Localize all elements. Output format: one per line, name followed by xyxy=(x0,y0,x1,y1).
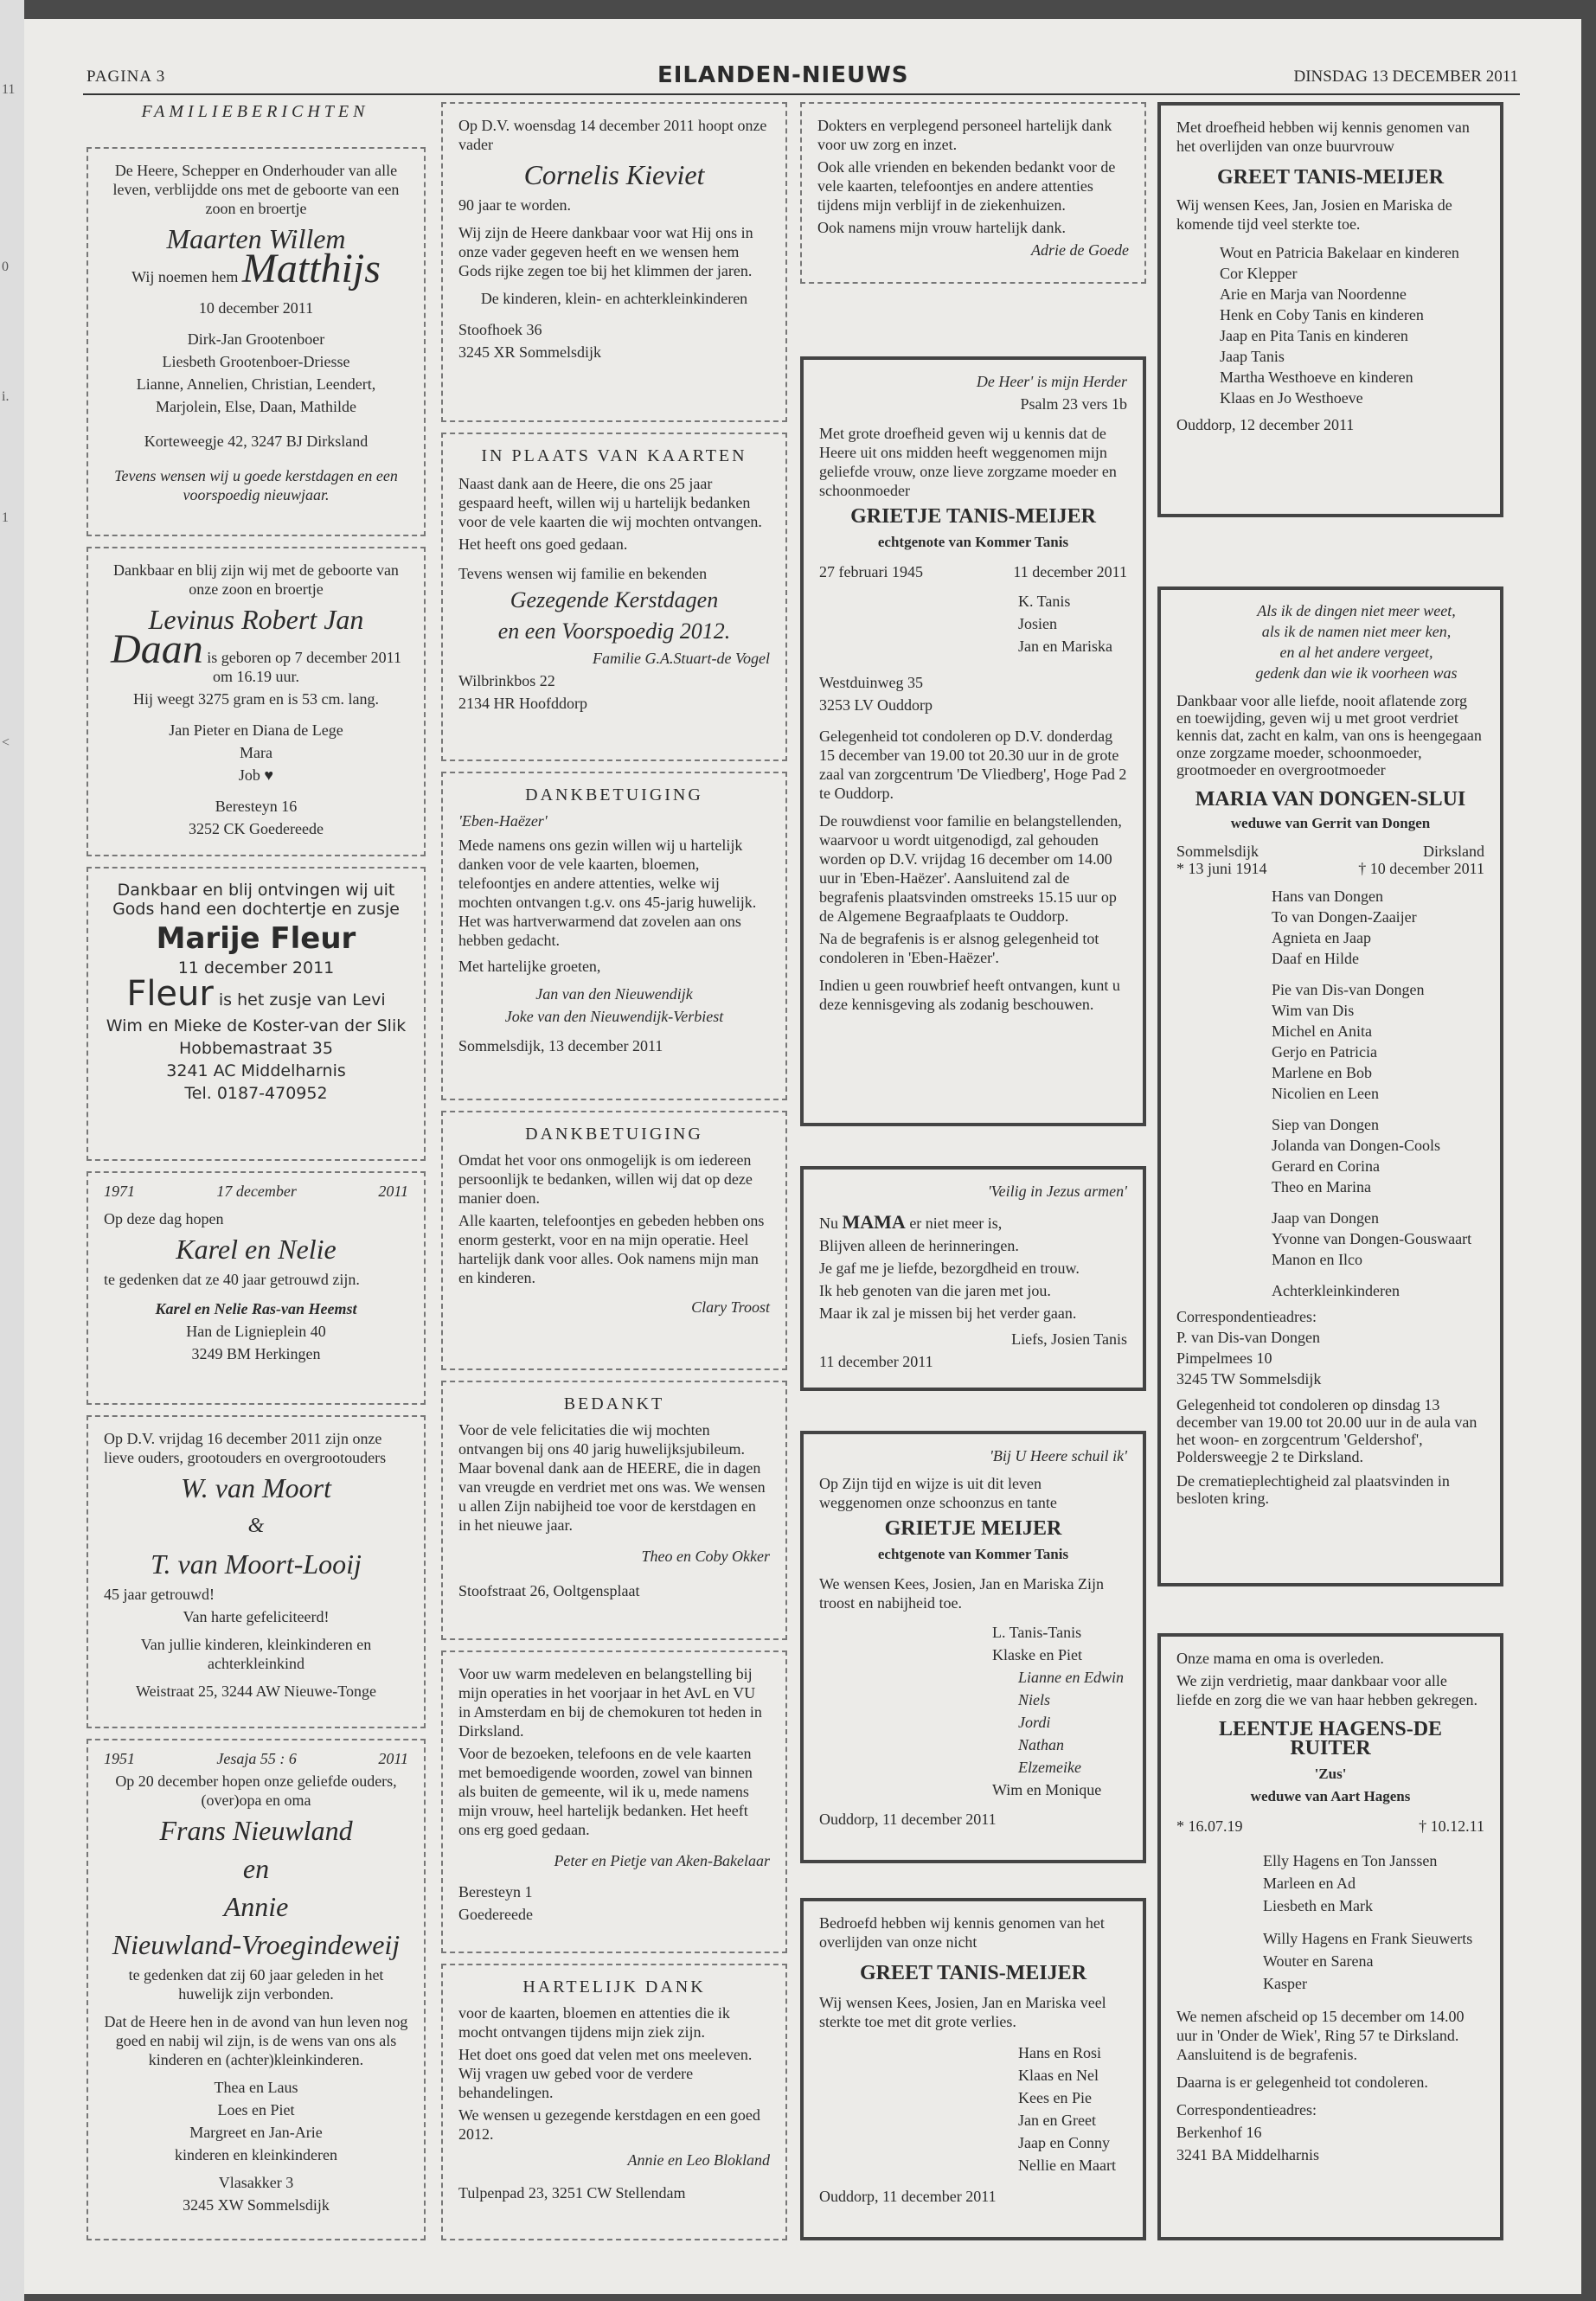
address: 3253 LV Ouddorp xyxy=(819,696,933,714)
obituary-leentje-hagens xyxy=(1157,1633,1503,2240)
notice-title: IN PLAATS VAN KAARTEN xyxy=(481,446,747,465)
ampersand: & xyxy=(247,1515,265,1537)
deceased-name: GREET TANIS-MEIJER xyxy=(859,1962,1087,1984)
notice-text-2: We wensen Kees, Josien, Jan en Mariska Zijn troost en nabijheid toe. xyxy=(819,1575,1104,1612)
person-name: Cornelis Kieviet xyxy=(523,159,705,190)
born-info: is geboren op 7 december 2011 om 16.19 uur. xyxy=(207,649,401,685)
notice-text: Voor de vele felicitaties die wij mochten ontvangen bij ons 40 jarig huwelijksjubileum. Maar bovenal dank aan de HEERE, die in dagen van vreugde en verdriet met ons was. We wensen u allen Zijn nabijheid toe voor de kerstdagen en in het nieuwe jaar. xyxy=(458,1421,766,1534)
notice-text-2: Gelegenheid tot condoleren op D.V. donderdag 15 december van 19.00 tot 20.30 uur in de grote zaal van zorgcentrum 'De Vliedberg', Hoge Pad 2 te Ouddorp. xyxy=(819,727,1127,802)
year-end: 2011 xyxy=(378,1183,408,1200)
notice-text-3: We nemen afscheid op 15 december om 14.00 uur in 'Onder de Wiek', Ring 57 te Dirksland. Aansluitend is de begrafenis. xyxy=(1176,2008,1465,2063)
family-line: Lianne en Edwin xyxy=(1018,1669,1124,1686)
family-line: Job ♥ xyxy=(238,766,274,784)
wish-1: Gezegende Kerstdagen xyxy=(510,587,719,612)
family-line: Nicolien en Leen xyxy=(1272,1085,1379,1102)
family-line: Liesbeth en Mark xyxy=(1263,1897,1373,1914)
family-line: Niels xyxy=(1018,1691,1051,1708)
poem-line: Blijven alleen de herinneringen. xyxy=(819,1237,1019,1254)
thanks-de-goede xyxy=(800,102,1146,284)
family-line: Nellie en Maart xyxy=(1018,2157,1116,2174)
masthead: EILANDEN-NIEUWS xyxy=(657,62,909,88)
notice-text: te gedenken dat zij 60 jaar geleden in het huwelijk zijn verbonden. xyxy=(128,1966,384,2003)
family-line: Lianne, Annelien, Christian, Leendert, xyxy=(136,375,376,393)
margin-mark: i. xyxy=(2,389,10,404)
family-line: Willy Hagens en Frank Sieuwerts xyxy=(1263,1930,1473,1947)
signature: Clary Troost xyxy=(691,1298,770,1316)
name-2: Annie xyxy=(223,1891,289,1922)
obituary-maria-van-dongen xyxy=(1157,586,1503,1586)
notice-text-2: Dat de Heere hen in de avond van hun leven nog goed en nabij wil zijn, is de wens van ons als kinderen en (achter)kleinkinderen. xyxy=(104,2013,408,2068)
notice-title: DANKBETUIGING xyxy=(525,1125,703,1144)
family-line: kinderen en kleinkinderen xyxy=(175,2146,337,2163)
notice-text-5: Indien u geen rouwbrief heeft ontvangen, kunt u deze kennisgeving als zodanig beschouwen. xyxy=(819,977,1120,1013)
family-line: Josien xyxy=(1018,615,1057,632)
family-line: Dirk-Jan Grootenboer xyxy=(187,330,325,348)
deceased-sub: weduwe van Gerrit van Dongen xyxy=(1230,815,1431,831)
notice-text: Mede namens ons gezin willen wij u hartelijk danken voor de vele kaarten, bloemen, telefoontjes en andere attenties, welke wij mochten ontvangen t.g.v. ons 45-jarig huwelijk. Het was hartverwarmend dat zovelen aan ons hebben gedacht. xyxy=(458,836,757,949)
birth-notice-marije xyxy=(87,867,426,1161)
quote: 'Veilig in Jezus armen' xyxy=(987,1183,1127,1200)
signature: Theo en Coby Okker xyxy=(641,1548,770,1565)
family-line: Margreet en Jan-Arie xyxy=(189,2124,323,2141)
obituary-grietje-meijer xyxy=(800,1431,1146,1863)
anniversary-van-moort xyxy=(87,1415,426,1728)
family-line: To van Dongen-Zaaijer xyxy=(1272,908,1417,926)
family-line: Theo en Marina xyxy=(1272,1178,1371,1195)
address: Weistraat 25, 3244 AW Nieuwe-Tonge xyxy=(136,1682,376,1700)
family-line: Achterkleinkinderen xyxy=(1272,1282,1400,1299)
notice-text-3: We wensen u gezegende kerstdagen en een goed 2012. xyxy=(458,2106,760,2143)
notice-text-2: Voor de bezoeken, telefoons en de vele kaarten met bemoedigende woorden, zowel van binnen als buiten de gemeente, wil ik u, mede namens mijn vrouw, heel hartelijk bedanken. Het heeft ons erg goed gedaan. xyxy=(458,1745,753,1838)
address: Stoofhoek 36 xyxy=(458,321,542,338)
poem-rest: er niet meer is, xyxy=(909,1215,1003,1232)
place-date: Sommelsdijk, 13 december 2011 xyxy=(458,1037,663,1054)
family-line: K. Tanis xyxy=(1018,593,1071,610)
thanks-troost xyxy=(441,1111,787,1370)
family-line: Jolanda van Dongen-Cools xyxy=(1272,1137,1440,1154)
call-name: Fleur xyxy=(126,974,214,1014)
notice-text: Omdat het voor ons onmogelijk is om iedereen persoonlijk te bedanken, willen wij dat op deze manier doen. xyxy=(458,1151,753,1207)
address: Wilbrinkbos 22 xyxy=(458,672,555,689)
thanks-nieuwendijk xyxy=(441,772,787,1100)
family-line: Pie van Dis-van Dongen xyxy=(1272,981,1425,998)
family-line: Daaf en Hilde xyxy=(1272,950,1359,967)
notice-text: Dankbaar voor alle liefde, nooit aflatende zorg en toewijding, geven wij u met groot verdriet kennis dat, zacht en kalm, van ons is heengegaan onze zorgzame moeder, schoonmoeder, grootmoeder en overgrootmoeder xyxy=(1176,692,1482,779)
family-line: Wim en Mieke de Koster-van der Slik xyxy=(106,1016,407,1035)
thanks-blokland xyxy=(441,1964,787,2240)
year-start: 1951 xyxy=(104,1750,135,1767)
family-line: Elzemeike xyxy=(1018,1759,1081,1776)
birth-date: 27 februari 1945 xyxy=(819,563,923,580)
family-line: Arie en Marja van Noordenne xyxy=(1220,285,1407,303)
notice-title: BEDANKT xyxy=(563,1394,665,1413)
family-line: Agnieta en Jaap xyxy=(1272,929,1371,946)
page-number: PAGINA 3 xyxy=(87,67,166,86)
notice-text-2: Het heeft ons goed gedaan. xyxy=(458,535,628,553)
family-spacer xyxy=(1263,1919,1484,1926)
margin-mark: 1 xyxy=(2,510,9,525)
margin-mark: 0 xyxy=(2,260,9,274)
correspondence: 3245 TW Sommelsdijk xyxy=(1176,1370,1322,1388)
address: Korteweegje 42, 3247 BJ Dirksland xyxy=(144,433,369,450)
section-title: FAMILIEBERICHTEN xyxy=(141,102,369,121)
poem-line: Maar ik zal je missen bij het verder gaan. xyxy=(819,1304,1077,1322)
name-3: Nieuwland-Vroegindeweij xyxy=(112,1929,401,1960)
family-line: Gerard en Corina xyxy=(1272,1157,1380,1175)
family-line: Kees en Pie xyxy=(1018,2089,1092,2106)
address: Stoofstraat 26, Ooltgensplaat xyxy=(458,1582,640,1599)
notice-intro: Op deze dag hopen xyxy=(104,1210,224,1227)
year-start: 1971 xyxy=(104,1183,135,1200)
issue-date: DINSDAG 13 DECEMBER 2011 xyxy=(1293,67,1518,86)
family-line: Marleen en Ad xyxy=(1263,1875,1356,1892)
family-line: Loes en Piet xyxy=(217,2101,295,2118)
family-line: Marjolein, Else, Daan, Mathilde xyxy=(156,398,356,415)
birth-notice-matthijs xyxy=(87,147,426,536)
family-line: Marlene en Bob xyxy=(1272,1064,1372,1081)
poem-start: Nu xyxy=(819,1215,838,1232)
place-2: Dirksland xyxy=(1423,843,1484,860)
family-line: Jaap Tanis xyxy=(1220,348,1285,365)
address: 3249 BM Herkingen xyxy=(191,1345,321,1362)
family-line: Wim en Monique xyxy=(992,1781,1102,1798)
wish: Tevens wensen wij u goede kerstdagen en een voorspoedig nieuwjaar. xyxy=(114,467,398,503)
deceased-sub: echtgenote van Kommer Tanis xyxy=(877,534,1069,550)
signature: Jan van den Nieuwendijk xyxy=(535,985,693,1003)
address: 3252 CK Goedereede xyxy=(189,820,324,837)
notice-text: Naast dank aan de Heere, die ons 25 jaar gespaard heeft, willen wij u hartelijk bedanken voor de vele kaarten die wij mochten ontvangen. xyxy=(458,475,762,530)
family-line: Gerjo en Patricia xyxy=(1272,1043,1377,1061)
correspondence: Correspondentieadres: xyxy=(1176,1308,1317,1325)
deceased-name: LEENTJE HAGENS-DE RUITER xyxy=(1218,1718,1443,1759)
family-line: Siep van Dongen xyxy=(1272,1116,1379,1133)
quote: 'Eben-Haëzer' xyxy=(458,812,548,830)
correspondence: Berkenhof 16 xyxy=(1176,2124,1262,2141)
obituary-mama-poem xyxy=(800,1166,1146,1391)
notice-text-2: Ook alle vrienden en bekenden bedankt voor de vele kaarten, telefoontjes en andere attenties tijdens mijn verblijf in de ziekenhuizen. xyxy=(817,158,1116,214)
greeting: Met hartelijke groeten, xyxy=(458,958,601,975)
signature: Adrie de Goede xyxy=(1031,241,1129,259)
family-line: Hobbemastraat 35 xyxy=(179,1039,333,1058)
obituary-grietje-tanis-meijer xyxy=(800,356,1146,1126)
family-line: Thea en Laus xyxy=(214,2079,298,2096)
notice-text: Voor uw warm medeleven en belangstelling bij mijn operaties in het voorjaar in het AvL en VU in Amsterdam en bij de chemokuren tot heden in Dirksland. xyxy=(458,1665,762,1740)
notice-text-2: We zijn verdrietig, maar dankbaar voor alle liefde en zorg die we van haar hebben gekregen. xyxy=(1176,1672,1478,1708)
signature: Familie G.A.Stuart-de Vogel xyxy=(593,650,770,667)
notice-text: Bedroefd hebben wij kennis genomen van het overlijden van onze nicht xyxy=(819,1914,1105,1951)
correspondence: P. van Dis-van Dongen xyxy=(1176,1329,1320,1346)
thanks-van-aken xyxy=(441,1650,787,1953)
anniv-date: 17 december xyxy=(216,1183,297,1200)
deceased-sub: echtgenote van Kommer Tanis xyxy=(877,1546,1069,1562)
address: Tulpenpad 23, 3251 CW Stellendam xyxy=(458,2184,686,2202)
name-1: W. van Moort xyxy=(181,1472,331,1503)
family-spacer xyxy=(1272,1272,1484,1279)
notice-intro: Op D.V. woensdag 14 december 2011 hoopt onze vader xyxy=(458,117,767,153)
poem-mama: MAMA xyxy=(842,1211,906,1233)
wish-intro: Tevens wensen wij familie en bekenden xyxy=(458,565,708,582)
page-margin xyxy=(0,0,24,2301)
obituary-greet-buurvrouw xyxy=(1157,102,1503,517)
age: 90 jaar te worden. xyxy=(458,196,571,214)
family-line: L. Tanis-Tanis xyxy=(992,1624,1082,1641)
signature: Annie en Leo Blokland xyxy=(627,2151,770,2169)
notice-intro: Dankbaar en blij ontvingen wij uit Gods hand een dochtertje en zusje xyxy=(112,881,400,919)
signature: Liefs, Josien Tanis xyxy=(1011,1330,1127,1348)
notice-text-2: Wij wensen Kees, Josien, Jan en Mariska veel sterkte toe met dit grote verlies. xyxy=(819,1994,1106,2030)
notice-intro: Op 20 december hopen onze geliefde ouders, (over)opa en oma xyxy=(115,1772,397,1809)
family-line: Jaap van Dongen xyxy=(1272,1209,1379,1227)
family-line: Wout en Patricia Bakelaar en kinderen xyxy=(1220,244,1459,261)
correspondence: 3241 BA Middelharnis xyxy=(1176,2146,1319,2163)
notice-text-3: De crematieplechtigheid zal plaatsvinden in besloten kring. xyxy=(1176,1472,1450,1507)
family-line: Manon en Ilco xyxy=(1272,1251,1362,1268)
signature: Joke van den Nieuwendijk-Verbiest xyxy=(504,1008,724,1025)
family-line: Elly Hagens en Ton Janssen xyxy=(1263,1852,1438,1869)
margin-mark: 11 xyxy=(2,82,16,97)
family-line: Jaap en Conny xyxy=(1018,2134,1110,2151)
quote: De Heer' is mijn Herder xyxy=(976,373,1127,390)
notice-text-3: Ook namens mijn vrouw hartelijk dank. xyxy=(817,219,1066,236)
family-line: Jordi xyxy=(1018,1714,1051,1731)
birth-date: 11 december 2011 xyxy=(177,958,335,977)
name-2: T. van Moort-Looij xyxy=(151,1548,362,1580)
deceased-name: GRIETJE MEIJER xyxy=(884,1517,1062,1540)
family-spacer xyxy=(1272,1199,1484,1206)
bible-verse: Jesaja 55 : 6 xyxy=(216,1750,297,1767)
call-name: Matthijs xyxy=(241,246,381,292)
correspondence: Correspondentieadres: xyxy=(1176,2101,1317,2118)
family-line: Klaas en Jo Westhoeve xyxy=(1220,389,1363,407)
notice-text-4: Daarna is er gelegenheid tot condoleren. xyxy=(1176,2073,1428,2091)
years-married: 45 jaar getrouwd! xyxy=(104,1586,215,1603)
family-spacer xyxy=(1272,1106,1484,1112)
column-1 xyxy=(87,102,424,122)
notice-text-3: De rouwdienst voor familie en belangstellenden, waarvoor u wordt uitgenodigd, zal gehouden worden op D.V. vrijdag 16 december om 14.00 uur in 'Eben-Haëzer'. Aansluitend zal de begrafenis plaatsvinden omstreeks 15.15 uur op de Algemene Begraafplaats te Ouddorp. xyxy=(819,812,1122,925)
nickname: 'Zus' xyxy=(1314,1766,1347,1782)
poem-line: Als ik de dingen niet meer weet, xyxy=(1257,602,1456,619)
notice-title: DANKBETUIGING xyxy=(525,785,703,804)
thanks-stuart xyxy=(441,433,787,761)
notice-text: Met grote droefheid geven wij u kennis dat de Heere uit ons midden heeft weggenomen mijn geliefde vrouw, onze lieve zorgzame moeder en schoonmoeder xyxy=(819,425,1117,499)
deceased-name: MARIA VAN DONGEN-SLUI xyxy=(1195,788,1466,811)
family-line: Jan Pieter en Diana de Lege xyxy=(169,721,343,739)
notice-text-2: Alle kaarten, telefoontjes en gebeden hebben ons enorm gesterkt, voor en na mijn operatie. Heel hartelijk dank voor alles. Ook namens mijn man en kinderen. xyxy=(458,1212,765,1286)
family-line: Hans en Rosi xyxy=(1018,2044,1101,2061)
family-line: Kasper xyxy=(1263,1975,1307,1992)
call-name: Daan xyxy=(111,626,203,672)
anniversary-karel-nelie xyxy=(87,1171,426,1405)
birth-date: 10 december 2011 xyxy=(198,299,314,317)
family-line: Klaske en Piet xyxy=(992,1646,1082,1663)
notice-text: Wij zijn de Heere dankbaar voor wat Hij ons in onze vader gegeven heeft en we wensen hem Gods rijke zegen toe bij het klimmen der jaren. xyxy=(458,224,753,279)
family-line: Michel en Anita xyxy=(1272,1022,1372,1040)
child-name: Maarten Willem xyxy=(166,223,346,254)
address: Vlasakker 3 xyxy=(218,2174,294,2191)
family-line: Jan en Greet xyxy=(1018,2112,1096,2129)
couple-name: Karel en Nelie xyxy=(176,1234,337,1265)
death-date: † 10.12.11 xyxy=(1419,1817,1484,1835)
quote: 'Bij U Heere schuil ik' xyxy=(990,1447,1127,1465)
address: Beresteyn 16 xyxy=(215,798,298,815)
from-family: Van jullie kinderen, kleinkinderen en achterkleinkind xyxy=(140,1636,372,1672)
poem-line: Je gaf me je liefde, bezorgdheid en trouw. xyxy=(819,1259,1080,1277)
place-1: Sommelsdijk xyxy=(1176,843,1259,860)
year-end: 2011 xyxy=(378,1750,408,1767)
poem-line: en al het andere vergeet, xyxy=(1279,644,1433,661)
address: Goedereede xyxy=(458,1906,533,1923)
poem-line: gedenk dan wie ik voorheen was xyxy=(1255,664,1458,682)
family-spacer xyxy=(1272,971,1484,977)
birth-date: * 13 juni 1914 xyxy=(1176,860,1267,877)
death-date: † 10 december 2011 xyxy=(1358,860,1484,877)
death-date: 11 december 2011 xyxy=(1013,563,1127,580)
correspondence: Pimpelmees 10 xyxy=(1176,1349,1272,1367)
header-rule xyxy=(83,93,1520,95)
call-suffix: is het zusje van Levi xyxy=(218,990,386,1009)
family-line: Henk en Coby Tanis en kinderen xyxy=(1220,306,1424,324)
notice-text-2: Wij wensen Kees, Jan, Josien en Mariska de komende tijd veel sterkte toe. xyxy=(1176,196,1452,233)
family-line: Wouter en Sarena xyxy=(1263,1952,1374,1970)
margin-mark: < xyxy=(2,735,10,750)
notice-intro: Dankbaar en blij zijn wij met de geboorte van onze zoon en broertje xyxy=(113,561,399,598)
conjunction: en xyxy=(242,1853,270,1884)
address: Beresteyn 1 xyxy=(458,1883,533,1900)
family-line: Cor Klepper xyxy=(1220,265,1298,282)
child-name: Levinus Robert Jan xyxy=(148,604,364,635)
family-line: Jaap en Pita Tanis en kinderen xyxy=(1220,327,1408,344)
address: 3245 XW Sommelsdijk xyxy=(183,2196,330,2214)
family-line: Jan en Mariska xyxy=(1018,638,1112,655)
name-1: Frans Nieuwland xyxy=(159,1815,353,1846)
anniversary-nieuwland xyxy=(87,1739,426,2240)
wish-2: en een Voorspoedig 2012. xyxy=(497,619,731,644)
birth-date: * 16.07.19 xyxy=(1176,1817,1243,1835)
address: Han de Lignieplein 40 xyxy=(186,1323,326,1340)
family-line: Klaas en Nel xyxy=(1018,2067,1099,2084)
family-line: Yvonne van Dongen-Gouswaart xyxy=(1272,1230,1472,1247)
notice-text: Op Zijn tijd en wijze is uit dit leven weggenomen onze schoonzus en tante xyxy=(819,1475,1057,1511)
birthday-kieviet xyxy=(441,102,787,422)
thanks-okker xyxy=(441,1381,787,1640)
obituary-greet-nicht xyxy=(800,1898,1146,2240)
notice-text: voor de kaarten, bloemen en attenties die ik mocht ontvangen tijdens mijn ziek zijn. xyxy=(458,2004,730,2041)
poem-line: Ik heb genoten van die jaren met jou. xyxy=(819,1282,1051,1299)
notice-text-4: Na de begrafenis is er alsnog gelegenheid tot condoleren in 'Eben-Haëzer'. xyxy=(819,930,1099,966)
notice-text: Met droefheid hebben wij kennis genomen van het overlijden van onze buurvrouw xyxy=(1176,119,1470,155)
notice-text: Dokters en verplegend personeel hartelijk dank voor uw zorg en inzet. xyxy=(817,117,1112,153)
family-line: Mara xyxy=(240,744,272,761)
family-line: Tel. 0187-470952 xyxy=(184,1084,328,1103)
place-date: Ouddorp, 11 december 2011 xyxy=(819,1811,997,1828)
place-date: Ouddorp, 11 december 2011 xyxy=(819,2188,997,2205)
family-line: Nathan xyxy=(1018,1736,1065,1753)
child-name: Marije Fleur xyxy=(156,921,356,956)
quote-ref: Psalm 23 vers 1b xyxy=(1020,395,1127,413)
call-prefix: Wij noemen hem xyxy=(131,268,239,285)
notice-intro: De Heere, Schepper en Onderhouder van alle leven, verblijdde ons met de geboorte van een zoon en broertje xyxy=(112,162,400,217)
notice-intro: Op D.V. vrijdag 16 december 2011 zijn onze lieve ouders, grootouders en overgrootouders xyxy=(104,1430,387,1466)
address: Westduinweg 35 xyxy=(819,674,924,691)
signature: Peter en Pietje van Aken-Bakelaar xyxy=(554,1852,770,1869)
poem-line: als ik de namen niet meer ken, xyxy=(1261,623,1452,640)
deceased-name: GRIETJE TANIS-MEIJER xyxy=(850,505,1096,528)
notice-text-2: Gelegenheid tot condoleren op dinsdag 13 december van 19.00 tot 20.00 uur in de aula van het woon- en zorgcentrum 'Geldershof', Poldersweegje 2 te Dirksland. xyxy=(1176,1396,1477,1465)
family-line: 3241 AC Middelharnis xyxy=(166,1061,346,1080)
family-line: Martha Westhoeve en kinderen xyxy=(1220,369,1413,386)
notice-text: te gedenken dat ze 40 jaar getrouwd zijn. xyxy=(104,1271,360,1288)
family-line: Liesbeth Grootenboer-Driesse xyxy=(162,353,350,370)
notice-text: Onze mama en oma is overleden. xyxy=(1176,1650,1384,1667)
address: 2134 HR Hoofddorp xyxy=(458,695,587,712)
date: 11 december 2011 xyxy=(819,1353,933,1370)
family-line: Wim van Dis xyxy=(1272,1002,1355,1019)
deceased-sub: weduwe van Aart Hagens xyxy=(1250,1788,1411,1804)
place-date: Ouddorp, 12 december 2011 xyxy=(1176,416,1355,433)
family-line: Hans van Dongen xyxy=(1272,888,1383,905)
from-family: De kinderen, klein- en achterkleinkinderen xyxy=(480,290,748,307)
deceased-name: GREET TANIS-MEIJER xyxy=(1216,166,1445,189)
signature: Karel en Nelie Ras-van Heemst xyxy=(155,1300,357,1317)
notice-text-2: Het doet ons goed dat velen met ons meeleven. Wij vragen uw gebed voor de verdere behandelingen. xyxy=(458,2046,753,2101)
weight-info: Hij weegt 3275 gram en is 53 cm. lang. xyxy=(133,690,379,708)
congrats: Van harte gefeliciteerd! xyxy=(183,1608,330,1625)
address: 3245 XR Sommelsdijk xyxy=(458,343,602,361)
birth-notice-daan xyxy=(87,547,426,856)
notice-title: HARTELIJK DANK xyxy=(522,1977,706,1997)
